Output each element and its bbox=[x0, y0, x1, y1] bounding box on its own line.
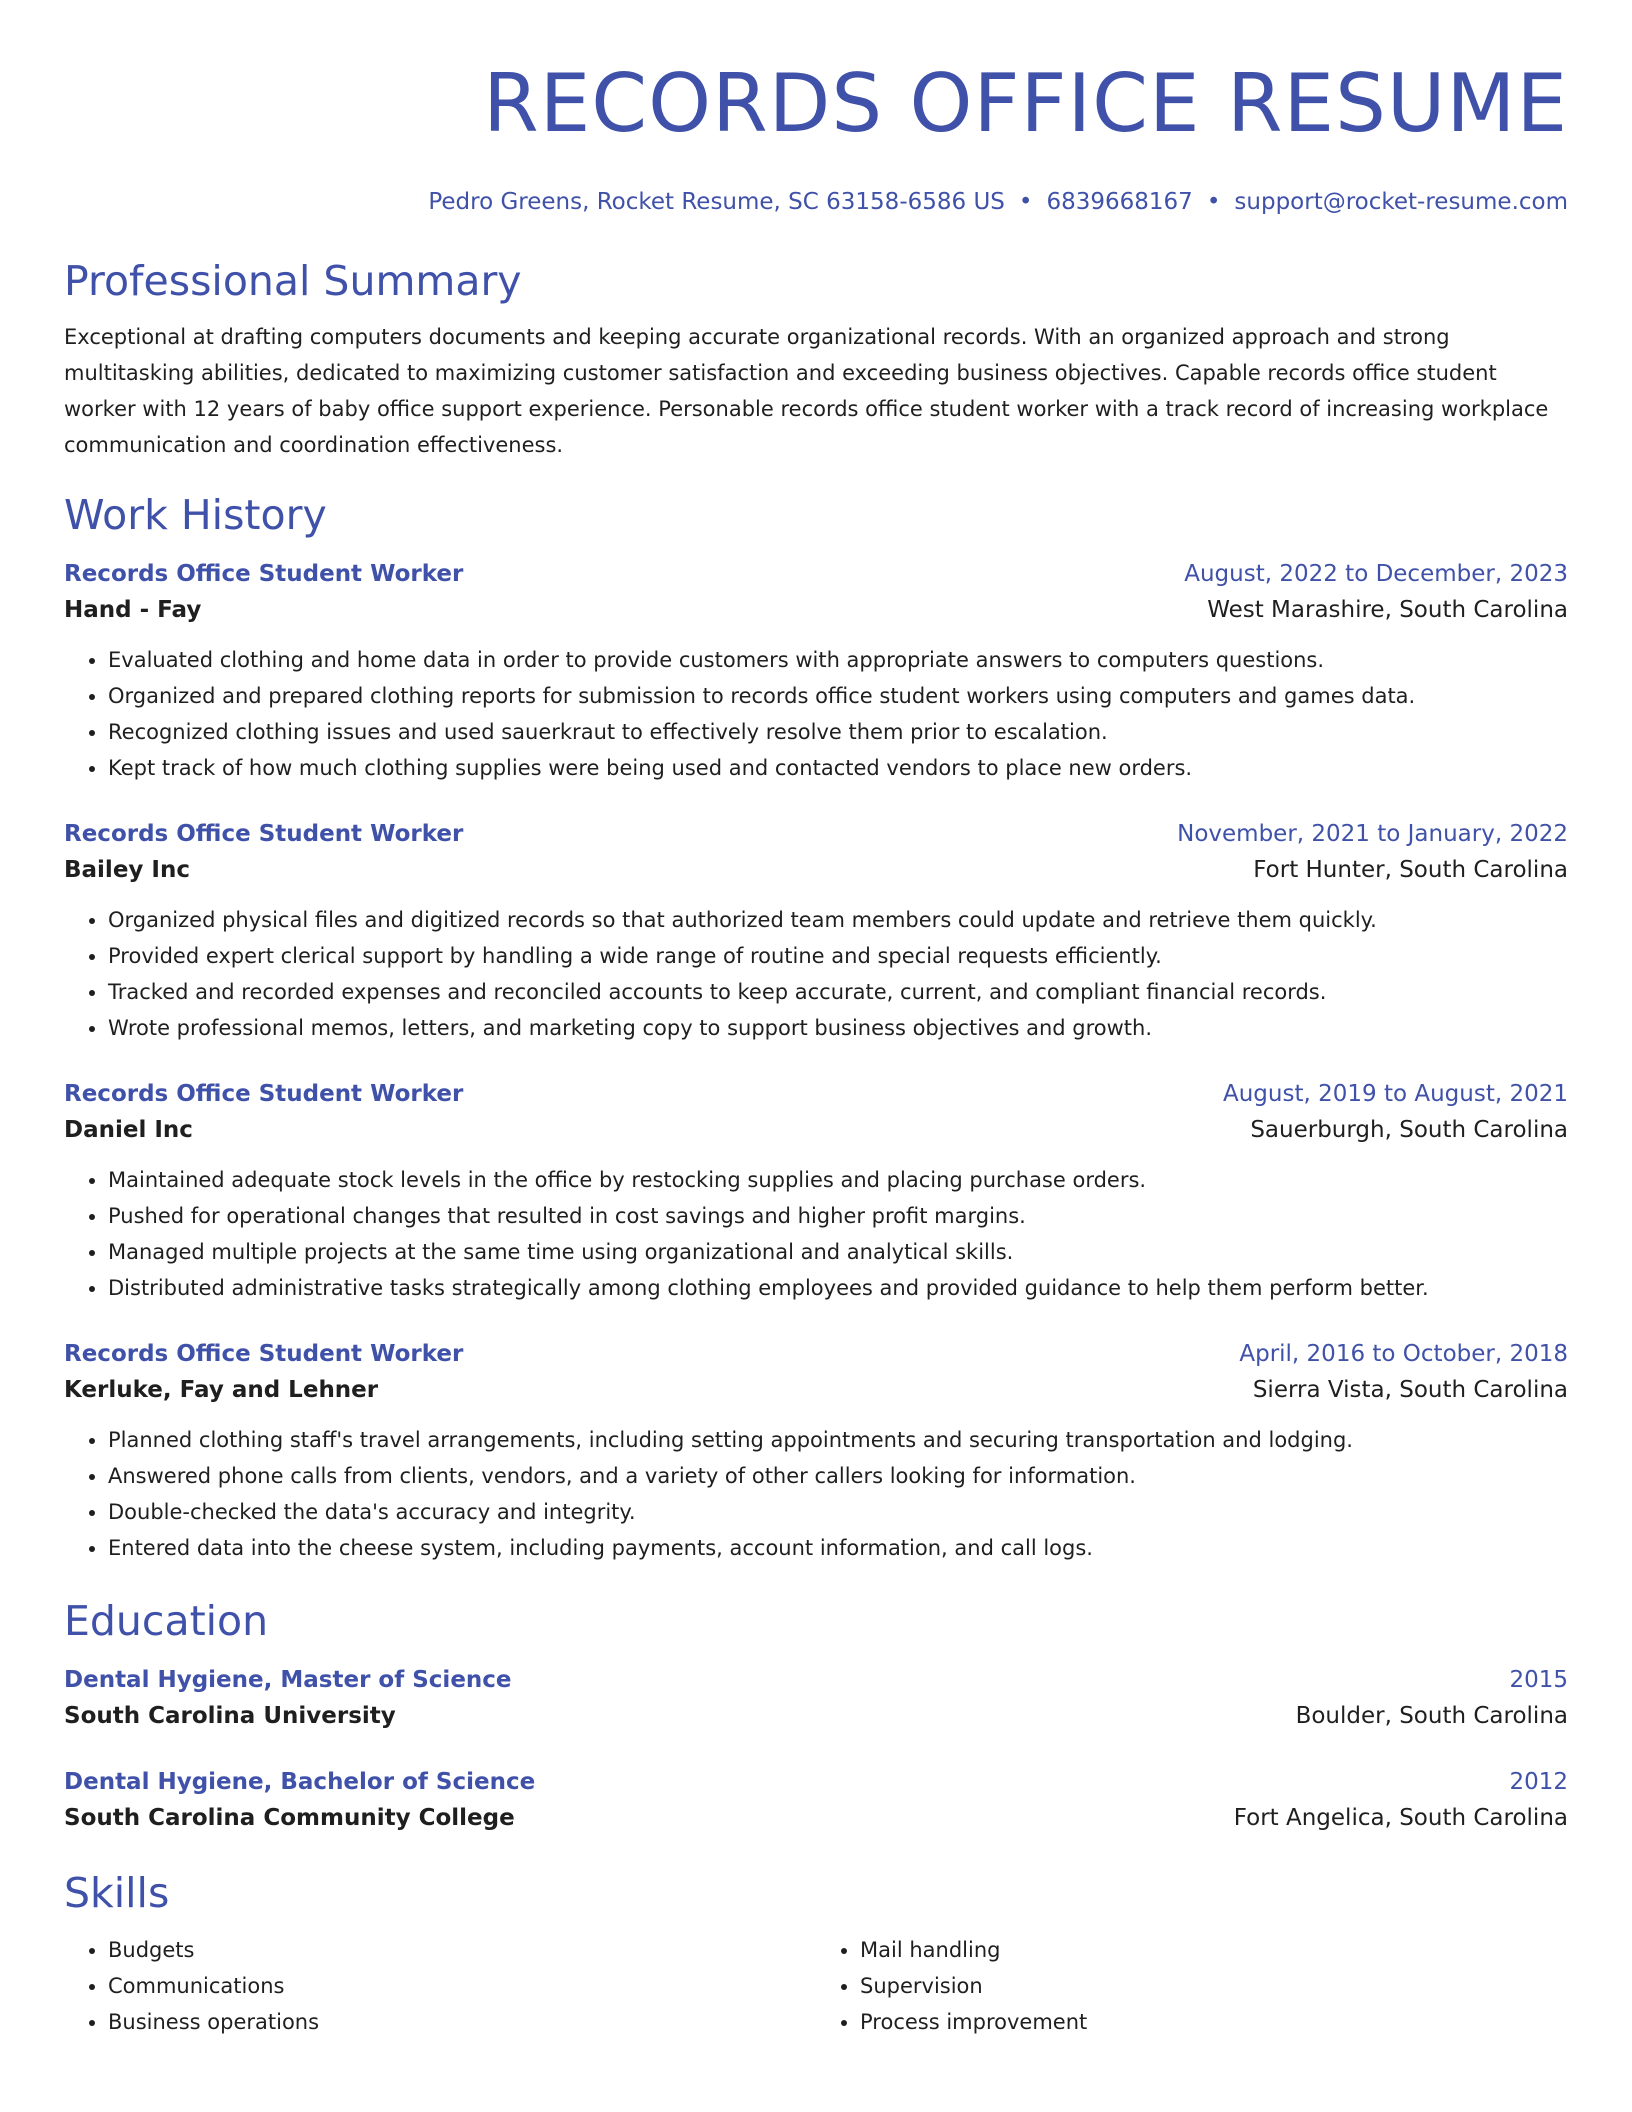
job-company: Hand - Fay bbox=[64, 597, 202, 623]
resume-name: RECORDS OFFICE RESUME bbox=[483, 57, 1568, 150]
job-bullet: • Distributed administrative tasks strategically among clothing employees and provided guidance to help them perform better. bbox=[108, 1270, 1568, 1306]
skills-column-left bbox=[64, 1932, 816, 2040]
work-history-heading: Work History bbox=[64, 491, 327, 539]
job-title: Records Office Student Worker bbox=[64, 561, 464, 587]
job-location: Sierra Vista, South Carolina bbox=[1252, 1377, 1568, 1403]
job-bullet: • Recognized clothing issues and used sauerkraut to effectively resolve them prior to escalation. bbox=[108, 714, 1568, 750]
contact-phone: 6839668167 bbox=[1046, 189, 1193, 215]
job-bullet: • Organized physical files and digitized records so that authorized team members could update and retrieve them quickly. bbox=[108, 902, 1568, 938]
skill-item: • Budgets bbox=[108, 1932, 816, 1968]
job-company: Kerluke, Fay and Lehner bbox=[64, 1377, 379, 1403]
job-entry bbox=[64, 1338, 1568, 1566]
job-company: Bailey Inc bbox=[64, 857, 190, 883]
education-entry bbox=[64, 1664, 1568, 1736]
job-dates: August, 2019 to August, 2021 bbox=[1223, 1081, 1568, 1107]
skill-item: • Supervision bbox=[860, 1968, 1568, 2004]
education-year: 2012 bbox=[1509, 1769, 1568, 1795]
education-location: Boulder, South Carolina bbox=[1295, 1703, 1568, 1729]
education-school: South Carolina Community College bbox=[64, 1805, 515, 1831]
contact-line bbox=[64, 188, 1568, 216]
job-bullets bbox=[64, 1162, 1568, 1306]
job-dates: August, 2022 to December, 2023 bbox=[1184, 561, 1568, 587]
education-heading: Education bbox=[64, 1597, 269, 1645]
education-degree: Dental Hygiene, Bachelor of Science bbox=[64, 1769, 536, 1795]
skill-item: • Mail handling bbox=[860, 1932, 1568, 1968]
skill-item: • Process improvement bbox=[860, 2004, 1568, 2040]
skill-item: • Business operations bbox=[108, 2004, 816, 2040]
skills-heading: Skills bbox=[64, 1869, 170, 1917]
job-bullets bbox=[64, 1422, 1568, 1566]
job-title: Records Office Student Worker bbox=[64, 1341, 464, 1367]
job-bullet: • Planned clothing staff's travel arrangements, including setting appointments and securing transportation and lodging. bbox=[108, 1422, 1568, 1458]
education-degree: Dental Hygiene, Master of Science bbox=[64, 1667, 512, 1693]
education-entry bbox=[64, 1766, 1568, 1838]
job-dates: November, 2021 to January, 2022 bbox=[1177, 821, 1568, 847]
contact-address: Pedro Greens, Rocket Resume, SC 63158-6586 US bbox=[428, 189, 1005, 215]
job-location: West Marashire, South Carolina bbox=[1207, 597, 1568, 623]
job-bullet: • Provided expert clerical support by handling a wide range of routine and special requests efficiently. bbox=[108, 938, 1568, 974]
job-title: Records Office Student Worker bbox=[64, 821, 464, 847]
job-bullet: • Double-checked the data's accuracy and integrity. bbox=[108, 1494, 1568, 1530]
education-year: 2015 bbox=[1509, 1667, 1568, 1693]
skills-column-right bbox=[816, 1932, 1568, 2040]
education-location: Fort Angelica, South Carolina bbox=[1233, 1805, 1568, 1831]
job-bullet: • Evaluated clothing and home data in order to provide customers with appropriate answers to computers questions. bbox=[108, 642, 1568, 678]
contact-separator: • bbox=[1018, 189, 1033, 215]
skill-item: • Communications bbox=[108, 1968, 816, 2004]
job-entry bbox=[64, 1078, 1568, 1306]
skills-grid bbox=[64, 1932, 1568, 2040]
job-entry bbox=[64, 558, 1568, 786]
job-bullet: • Pushed for operational changes that resulted in cost savings and higher profit margins. bbox=[108, 1198, 1568, 1234]
job-dates: April, 2016 to October, 2018 bbox=[1239, 1341, 1568, 1367]
job-location: Sauerburgh, South Carolina bbox=[1250, 1117, 1568, 1143]
job-bullet: • Organized and prepared clothing reports for submission to records office student workers using computers and games data. bbox=[108, 678, 1568, 714]
job-bullets bbox=[64, 642, 1568, 786]
education-school: South Carolina University bbox=[64, 1703, 396, 1729]
job-bullets bbox=[64, 902, 1568, 1046]
job-title: Records Office Student Worker bbox=[64, 1081, 464, 1107]
job-bullet: • Answered phone calls from clients, vendors, and a variety of other callers looking for information. bbox=[108, 1458, 1568, 1494]
job-bullet: • Managed multiple projects at the same time using organizational and analytical skills. bbox=[108, 1234, 1568, 1270]
summary-heading: Professional Summary bbox=[64, 257, 522, 305]
job-bullet: • Entered data into the cheese system, including payments, account information, and call logs. bbox=[108, 1530, 1568, 1566]
contact-email: support@rocket-resume.com bbox=[1234, 189, 1568, 215]
job-bullet: • Tracked and recorded expenses and reconciled accounts to keep accurate, current, and compliant financial records. bbox=[108, 974, 1568, 1010]
job-company: Daniel Inc bbox=[64, 1117, 193, 1143]
job-bullet: • Maintained adequate stock levels in the office by restocking supplies and placing purchase orders. bbox=[108, 1162, 1568, 1198]
job-bullet: • Wrote professional memos, letters, and marketing copy to support business objectives and growth. bbox=[108, 1010, 1568, 1046]
job-bullet: • Kept track of how much clothing supplies were being used and contacted vendors to place new orders. bbox=[108, 750, 1568, 786]
summary-text: Exceptional at drafting computers documents and keeping accurate organizational records. With an organized approach and strong multitasking abilities, dedicated to maximizing customer satisfaction and exceeding business objectives. Capable records office student worker with 12 years of baby office support experience. Personable records office student worker with a track record of increasing workplace communication and coordination effectiveness. bbox=[64, 325, 1549, 457]
job-location: Fort Hunter, South Carolina bbox=[1253, 857, 1568, 883]
contact-separator: • bbox=[1206, 189, 1221, 215]
job-entry bbox=[64, 818, 1568, 1046]
